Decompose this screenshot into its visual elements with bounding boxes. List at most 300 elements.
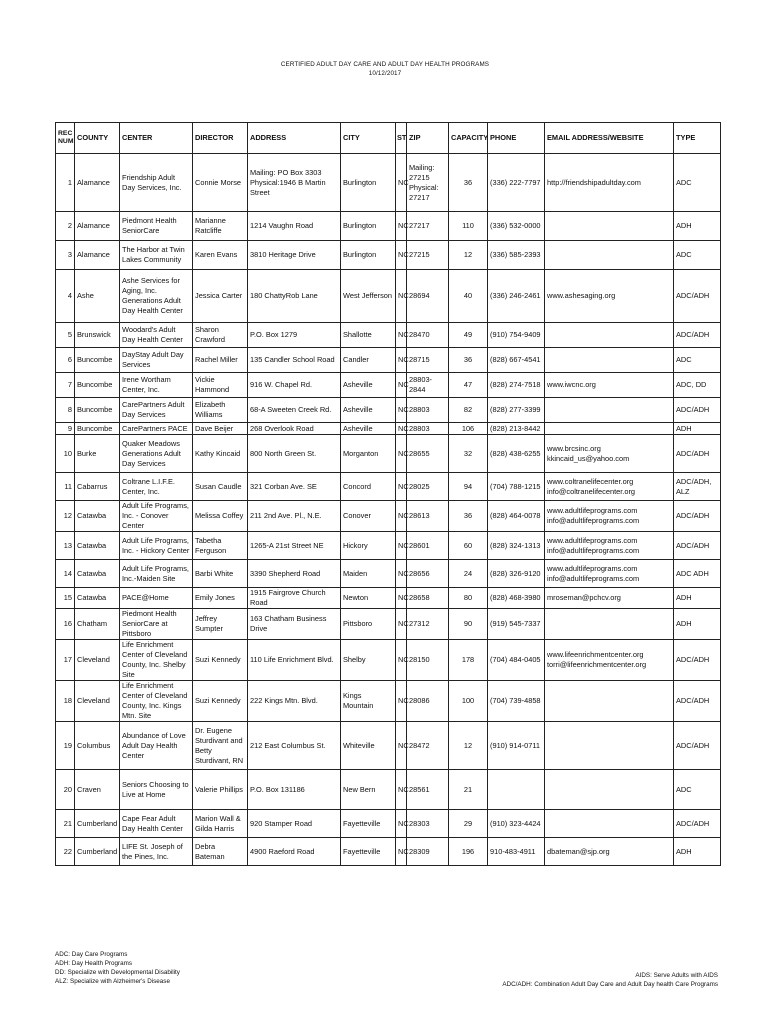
cell-zip: 27217 xyxy=(407,212,449,241)
cell-phone: (828) 464-0078 xyxy=(488,501,545,532)
cell-address: 212 East Columbus St. xyxy=(248,722,341,770)
cell-st: NC xyxy=(396,473,407,501)
cell-director: Sharon Crawford xyxy=(193,323,248,348)
cell-phone: (910) 754-9409 xyxy=(488,323,545,348)
table-body xyxy=(56,154,721,866)
cell-capacity: 49 xyxy=(449,323,488,348)
cell-zip: 28803 xyxy=(407,398,449,423)
cell-county: Catawba xyxy=(75,532,120,560)
cell-zip: 28658 xyxy=(407,588,449,609)
cell-city: Burlington xyxy=(341,241,396,270)
cell-type: ADH xyxy=(674,588,721,609)
cell-phone: (919) 545-7337 xyxy=(488,609,545,640)
cell-address: 3810 Heritage Drive xyxy=(248,241,341,270)
email-link[interactable]: info@adultlifeprograms.com xyxy=(547,545,640,555)
cell-email xyxy=(545,348,674,373)
legend-right xyxy=(502,971,718,989)
cell-num: 10 xyxy=(56,435,75,473)
cell-director: Kathy Kincaid xyxy=(193,435,248,473)
cell-county: Burke xyxy=(75,435,120,473)
col-header-rec: REC NUM xyxy=(56,123,75,154)
cell-phone xyxy=(488,770,545,810)
cell-phone: (828) 213-8442 xyxy=(488,423,545,435)
table-row xyxy=(56,435,721,473)
cell-center: Adult Life Programs, Inc. - Conover Center xyxy=(120,501,193,532)
cell-city: Whiteville xyxy=(341,722,396,770)
cell-st: NC xyxy=(396,838,407,866)
cell-county: Cumberland xyxy=(75,810,120,838)
col-header-type: TYPE xyxy=(674,123,721,154)
cell-st: NC xyxy=(396,640,407,681)
cell-st: NC xyxy=(396,810,407,838)
cell-address: 268 Overlook Road xyxy=(248,423,341,435)
cell-email xyxy=(545,423,674,435)
cell-capacity: 178 xyxy=(449,640,488,681)
cell-zip: 28086 xyxy=(407,681,449,722)
cell-st: NC xyxy=(396,423,407,435)
cell-address: 180 ChattyRob Lane xyxy=(248,270,341,323)
cell-st: NC xyxy=(396,435,407,473)
email-link[interactable]: www.adultlifeprograms.com xyxy=(547,563,638,573)
cell-zip: 28803 xyxy=(407,423,449,435)
legend-item: ADH: Day Health Programs xyxy=(55,960,132,967)
cell-email xyxy=(545,838,674,866)
col-header-center: CENTER xyxy=(120,123,193,154)
cell-zip: 28303 xyxy=(407,810,449,838)
cell-num: 6 xyxy=(56,348,75,373)
cell-address: 68-A Sweeten Creek Rd. xyxy=(248,398,341,423)
cell-center: Seniors Choosing to Live at Home xyxy=(120,770,193,810)
cell-city: Kings Mountain xyxy=(341,681,396,722)
col-header-st: ST xyxy=(396,123,407,154)
email-link[interactable]: www.coltranelifecenter.org xyxy=(547,476,634,486)
cell-county: Craven xyxy=(75,770,120,810)
cell-capacity: 36 xyxy=(449,348,488,373)
cell-center: Ashe Services for Aging, Inc. Generations Adult Day Health Center xyxy=(120,270,193,323)
cell-director: Melissa Coffey xyxy=(193,501,248,532)
cell-city: Shelby xyxy=(341,640,396,681)
legend-item: ALZ: Specialize with Alzheimer's Disease xyxy=(55,978,170,985)
cell-capacity: 100 xyxy=(449,681,488,722)
cell-email xyxy=(545,323,674,348)
cell-capacity: 40 xyxy=(449,270,488,323)
cell-zip: 28613 xyxy=(407,501,449,532)
cell-phone: (336) 585-2393 xyxy=(488,241,545,270)
col-header-director: DIRECTOR xyxy=(193,123,248,154)
cell-city: Asheville xyxy=(341,373,396,398)
programs-table xyxy=(55,122,721,866)
cell-st: NC xyxy=(396,609,407,640)
table-row xyxy=(56,722,721,770)
table-row xyxy=(56,270,721,323)
cell-city: Maiden xyxy=(341,560,396,588)
cell-director: Suzi Kennedy xyxy=(193,681,248,722)
cell-center: LIFE St. Joseph of the Pines, Inc. xyxy=(120,838,193,866)
email-link[interactable]: www.adultlifeprograms.com xyxy=(547,535,638,545)
col-header-email: EMAIL ADDRESS/WEBSITE xyxy=(545,123,674,154)
cell-zip: 28694 xyxy=(407,270,449,323)
cell-type: ADC xyxy=(674,770,721,810)
cell-zip: 28025 xyxy=(407,473,449,501)
legend-left xyxy=(55,950,180,986)
email-link[interactable]: http://friendshipadultday.com xyxy=(547,177,641,187)
cell-num: 20 xyxy=(56,770,75,810)
cell-type: ADC xyxy=(674,241,721,270)
cell-type: ADC/ADH xyxy=(674,270,721,323)
cell-address: 1265-A 21st Street NE xyxy=(248,532,341,560)
cell-center: DayStay Adult Day Services xyxy=(120,348,193,373)
cell-num: 5 xyxy=(56,323,75,348)
col-header-zip: ZIP xyxy=(407,123,449,154)
table-row xyxy=(56,154,721,212)
cell-director: Emily Jones xyxy=(193,588,248,609)
table-row xyxy=(56,838,721,866)
cell-zip: 28601 xyxy=(407,532,449,560)
cell-director: Elizabeth Williams xyxy=(193,398,248,423)
cell-email xyxy=(545,154,674,212)
cell-num: 16 xyxy=(56,609,75,640)
cell-center: Piedmont Health SeniorCare at Pittsboro xyxy=(120,609,193,640)
col-header-county: COUNTY xyxy=(75,123,120,154)
email-link[interactable]: info@coltranelifecenter.org xyxy=(547,486,636,496)
cell-capacity: 80 xyxy=(449,588,488,609)
cell-center: Abundance of Love Adult Day Health Center xyxy=(120,722,193,770)
cell-city: Concord xyxy=(341,473,396,501)
cell-zip: Mailing: 27215 Physical: 27217 xyxy=(407,154,449,212)
cell-st: NC xyxy=(396,373,407,398)
cell-county: Cabarrus xyxy=(75,473,120,501)
cell-capacity: 21 xyxy=(449,770,488,810)
cell-st: NC xyxy=(396,323,407,348)
cell-address: Mailing: PO Box 3303 Physical:1946 B Martin Street xyxy=(248,154,341,212)
cell-address: 211 2nd Ave. Pl., N.E. xyxy=(248,501,341,532)
cell-email xyxy=(545,241,674,270)
table-row xyxy=(56,212,721,241)
cell-city: West Jefferson xyxy=(341,270,396,323)
cell-center: CarePartners PACE xyxy=(120,423,193,435)
cell-st: NC xyxy=(396,270,407,323)
cell-st: NC xyxy=(396,770,407,810)
cell-capacity: 82 xyxy=(449,398,488,423)
cell-num: 18 xyxy=(56,681,75,722)
cell-zip: 28472 xyxy=(407,722,449,770)
cell-county: Alamance xyxy=(75,212,120,241)
cell-type: ADC xyxy=(674,348,721,373)
cell-capacity: 36 xyxy=(449,501,488,532)
cell-capacity: 32 xyxy=(449,435,488,473)
cell-num: 14 xyxy=(56,560,75,588)
col-header-city: CITY xyxy=(341,123,396,154)
cell-county: Ashe xyxy=(75,270,120,323)
cell-phone: (828) 274-7518 xyxy=(488,373,545,398)
cell-county: Catawba xyxy=(75,588,120,609)
cell-capacity: 12 xyxy=(449,722,488,770)
cell-email xyxy=(545,560,674,588)
cell-address: 163 Chatham Business Drive xyxy=(248,609,341,640)
cell-center: The Harbor at Twin Lakes Community xyxy=(120,241,193,270)
table-row xyxy=(56,373,721,398)
col-header-phone: PHONE xyxy=(488,123,545,154)
cell-capacity: 47 xyxy=(449,373,488,398)
cell-num: 1 xyxy=(56,154,75,212)
cell-address: P.O. Box 131186 xyxy=(248,770,341,810)
cell-city: Newton xyxy=(341,588,396,609)
cell-zip: 28803-2844 xyxy=(407,373,449,398)
cell-type: ADC/ADH xyxy=(674,722,721,770)
cell-st: NC xyxy=(396,398,407,423)
cell-director: Jessica Carter xyxy=(193,270,248,323)
cell-num: 22 xyxy=(56,838,75,866)
cell-capacity: 36 xyxy=(449,154,488,212)
cell-num: 11 xyxy=(56,473,75,501)
cell-email xyxy=(545,270,674,323)
cell-st: NC xyxy=(396,722,407,770)
cell-county: Chatham xyxy=(75,609,120,640)
cell-address: 920 Stamper Road xyxy=(248,810,341,838)
cell-type: ADC/ADH xyxy=(674,640,721,681)
email-link[interactable]: www.iwcnc.org xyxy=(547,380,596,389)
document-date: 10/12/2017 xyxy=(368,70,402,77)
cell-county: Columbus xyxy=(75,722,120,770)
cell-city: Asheville xyxy=(341,398,396,423)
email-link[interactable]: torri@lifeenrichmentcenter.org xyxy=(547,660,647,669)
legend-item: ADC/ADH: Combination Adult Day Care and Adult Day health Care Programs xyxy=(502,981,718,988)
cell-num: 19 xyxy=(56,722,75,770)
cell-num: 12 xyxy=(56,501,75,532)
cell-phone: (336) 532-0000 xyxy=(488,212,545,241)
cell-email xyxy=(545,532,674,560)
legend-item: AIDS: Serve Adults with AIDS xyxy=(635,972,718,979)
cell-city: Shallotte xyxy=(341,323,396,348)
cell-director: Karen Evans xyxy=(193,241,248,270)
cell-zip: 27312 xyxy=(407,609,449,640)
cell-director: Dr. Eugene Sturdivant and Betty Sturdivant, RN xyxy=(193,722,248,770)
cell-phone: (704) 484-0405 xyxy=(488,640,545,681)
cell-address: P.O. Box 1279 xyxy=(248,323,341,348)
cell-county: Alamance xyxy=(75,154,120,212)
cell-center: PACE@Home xyxy=(120,588,193,609)
table-row xyxy=(56,588,721,609)
cell-num: 13 xyxy=(56,532,75,560)
cell-zip: 28470 xyxy=(407,323,449,348)
cell-type: ADC/ADH xyxy=(674,681,721,722)
cell-st: NC xyxy=(396,560,407,588)
cell-email xyxy=(545,473,674,501)
cell-phone: (828) 277-3399 xyxy=(488,398,545,423)
cell-type: ADC xyxy=(674,154,721,212)
cell-county: Cumberland xyxy=(75,838,120,866)
cell-center: Adult Life Programs, Inc. - Hickory Center xyxy=(120,532,193,560)
cell-phone: 910-483-4911 xyxy=(488,838,545,866)
cell-address: 4900 Raeford Road xyxy=(248,838,341,866)
cell-num: 3 xyxy=(56,241,75,270)
cell-center: Adult Life Programs, Inc.-Maiden Site xyxy=(120,560,193,588)
cell-capacity: 90 xyxy=(449,609,488,640)
cell-phone: (336) 222-7797 xyxy=(488,154,545,212)
cell-email xyxy=(545,398,674,423)
cell-address: 321 Corban Ave. SE xyxy=(248,473,341,501)
cell-zip: 28715 xyxy=(407,348,449,373)
cell-center: Irene Wortham Center, Inc. xyxy=(120,373,193,398)
cell-st: NC xyxy=(396,241,407,270)
email-link[interactable]: info@adultlifeprograms.com xyxy=(547,573,640,583)
cell-director: Jeffrey Sumpter xyxy=(193,609,248,640)
cell-type: ADC/ADH xyxy=(674,323,721,348)
cell-zip: 28655 xyxy=(407,435,449,473)
email-link[interactable]: dbateman@sjp.org xyxy=(547,846,610,856)
cell-email xyxy=(545,501,674,532)
cell-type: ADC ADH xyxy=(674,560,721,588)
email-link[interactable]: info@adultlifeprograms.com xyxy=(547,516,640,525)
cell-director: Dave Beijer xyxy=(193,423,248,435)
cell-county: Buncombe xyxy=(75,423,120,435)
cell-st: NC xyxy=(396,154,407,212)
cell-email xyxy=(545,609,674,640)
cell-email xyxy=(545,770,674,810)
cell-phone: (828) 326-9120 xyxy=(488,560,545,588)
cell-center: Quaker Meadows Generations Adult Day Services xyxy=(120,435,193,473)
cell-num: 17 xyxy=(56,640,75,681)
cell-address: 1915 Fairgrove Church Road xyxy=(248,588,341,609)
cell-num: 9 xyxy=(56,423,75,435)
cell-address: 110 Life Enrichment Blvd. xyxy=(248,640,341,681)
cell-city: Fayetteville xyxy=(341,810,396,838)
cell-phone: (828) 438-6255 xyxy=(488,435,545,473)
email-link[interactable]: www.ashesaging.org xyxy=(547,291,616,300)
cell-center: Cape Fear Adult Day Health Center xyxy=(120,810,193,838)
cell-phone: (336) 246-2461 xyxy=(488,270,545,323)
table-row xyxy=(56,423,721,435)
cell-type: ADC/ADH, ALZ xyxy=(674,473,721,501)
cell-type: ADC/ADH xyxy=(674,435,721,473)
cell-zip: 28150 xyxy=(407,640,449,681)
cell-county: Buncombe xyxy=(75,373,120,398)
email-link[interactable]: www.adultlifeprograms.com xyxy=(547,506,638,515)
cell-director: Barbi White xyxy=(193,560,248,588)
cell-num: 8 xyxy=(56,398,75,423)
cell-capacity: 106 xyxy=(449,423,488,435)
cell-email xyxy=(545,681,674,722)
table-row xyxy=(56,323,721,348)
cell-email xyxy=(545,373,674,398)
cell-director: Connie Morse xyxy=(193,154,248,212)
cell-county: Brunswick xyxy=(75,323,120,348)
cell-st: NC xyxy=(396,501,407,532)
cell-type: ADH xyxy=(674,838,721,866)
cell-st: NC xyxy=(396,348,407,373)
cell-director: Valerie Phillips xyxy=(193,770,248,810)
cell-center: Life Enrichment Center of Cleveland County, Inc. Kings Mtn. Site xyxy=(120,681,193,722)
legend-item: ADC: Day Care Programs xyxy=(55,951,128,958)
cell-type: ADC/ADH xyxy=(674,501,721,532)
cell-county: Alamance xyxy=(75,241,120,270)
cell-num: 15 xyxy=(56,588,75,609)
cell-num: 7 xyxy=(56,373,75,398)
cell-center: CarePartners Adult Day Services xyxy=(120,398,193,423)
cell-phone: (910) 323-4424 xyxy=(488,810,545,838)
cell-city: Candler xyxy=(341,348,396,373)
cell-director: Rachel Miller xyxy=(193,348,248,373)
table-row xyxy=(56,473,721,501)
cell-email xyxy=(545,722,674,770)
cell-type: ADC/ADH xyxy=(674,532,721,560)
cell-capacity: 12 xyxy=(449,241,488,270)
cell-city: Burlington xyxy=(341,212,396,241)
cell-address: 1214 Vaughn Road xyxy=(248,212,341,241)
table-row xyxy=(56,681,721,722)
cell-capacity: 29 xyxy=(449,810,488,838)
cell-num: 2 xyxy=(56,212,75,241)
table-row xyxy=(56,532,721,560)
cell-address: 135 Candler School Road xyxy=(248,348,341,373)
cell-city: New Bern xyxy=(341,770,396,810)
cell-county: Catawba xyxy=(75,560,120,588)
cell-phone: (828) 667-4541 xyxy=(488,348,545,373)
cell-director: Vickie Hammond xyxy=(193,373,248,398)
cell-email xyxy=(545,588,674,609)
email-link[interactable]: www.lifeenrichmentcenter.org xyxy=(547,650,644,659)
cell-type: ADH xyxy=(674,423,721,435)
cell-city: Fayetteville xyxy=(341,838,396,866)
cell-city: Conover xyxy=(341,501,396,532)
col-header-capacity: CAPACITY xyxy=(449,123,488,154)
cell-director: Susan Caudle xyxy=(193,473,248,501)
email-link[interactable]: www.brcsinc.org xyxy=(547,443,601,453)
cell-capacity: 60 xyxy=(449,532,488,560)
email-link[interactable]: mroseman@pchcv.org xyxy=(547,593,621,602)
cell-capacity: 94 xyxy=(449,473,488,501)
cell-type: ADH xyxy=(674,212,721,241)
table-row xyxy=(56,609,721,640)
cell-num: 4 xyxy=(56,270,75,323)
cell-city: Hickory xyxy=(341,532,396,560)
table-row xyxy=(56,501,721,532)
cell-phone: (828) 324-1313 xyxy=(488,532,545,560)
cell-email xyxy=(545,435,674,473)
legend-item: DD: Specialize with Developmental Disability xyxy=(55,969,180,976)
cell-type: ADC, DD xyxy=(674,373,721,398)
cell-zip: 28309 xyxy=(407,838,449,866)
cell-capacity: 24 xyxy=(449,560,488,588)
cell-director: Marion Wall & Gilda Harris xyxy=(193,810,248,838)
cell-phone: (704) 788-1215 xyxy=(488,473,545,501)
cell-director: Marianne Ratcliffe xyxy=(193,212,248,241)
cell-zip: 27215 xyxy=(407,241,449,270)
cell-type: ADC/ADH xyxy=(674,810,721,838)
cell-address: 800 North Green St. xyxy=(248,435,341,473)
cell-county: Cleveland xyxy=(75,681,120,722)
cell-type: ADH xyxy=(674,609,721,640)
table-header-row xyxy=(56,123,721,154)
cell-city: Asheville xyxy=(341,423,396,435)
cell-st: NC xyxy=(396,588,407,609)
table-row xyxy=(56,810,721,838)
cell-type: ADC/ADH xyxy=(674,398,721,423)
cell-center: Piedmont Health SeniorCare xyxy=(120,212,193,241)
cell-st: NC xyxy=(396,532,407,560)
cell-email xyxy=(545,810,674,838)
cell-email xyxy=(545,212,674,241)
cell-num: 21 xyxy=(56,810,75,838)
document-title: CERTIFIED ADULT DAY CARE AND ADULT DAY HEALTH PROGRAMS xyxy=(280,61,490,68)
cell-zip: 28561 xyxy=(407,770,449,810)
cell-center: Coltrane L.I.F.E. Center, Inc. xyxy=(120,473,193,501)
email-link[interactable]: kkincaid_us@yahoo.com xyxy=(547,453,630,463)
document-header xyxy=(0,60,770,78)
cell-phone: (704) 739-4858 xyxy=(488,681,545,722)
table-row xyxy=(56,348,721,373)
cell-director: Debra Bateman xyxy=(193,838,248,866)
